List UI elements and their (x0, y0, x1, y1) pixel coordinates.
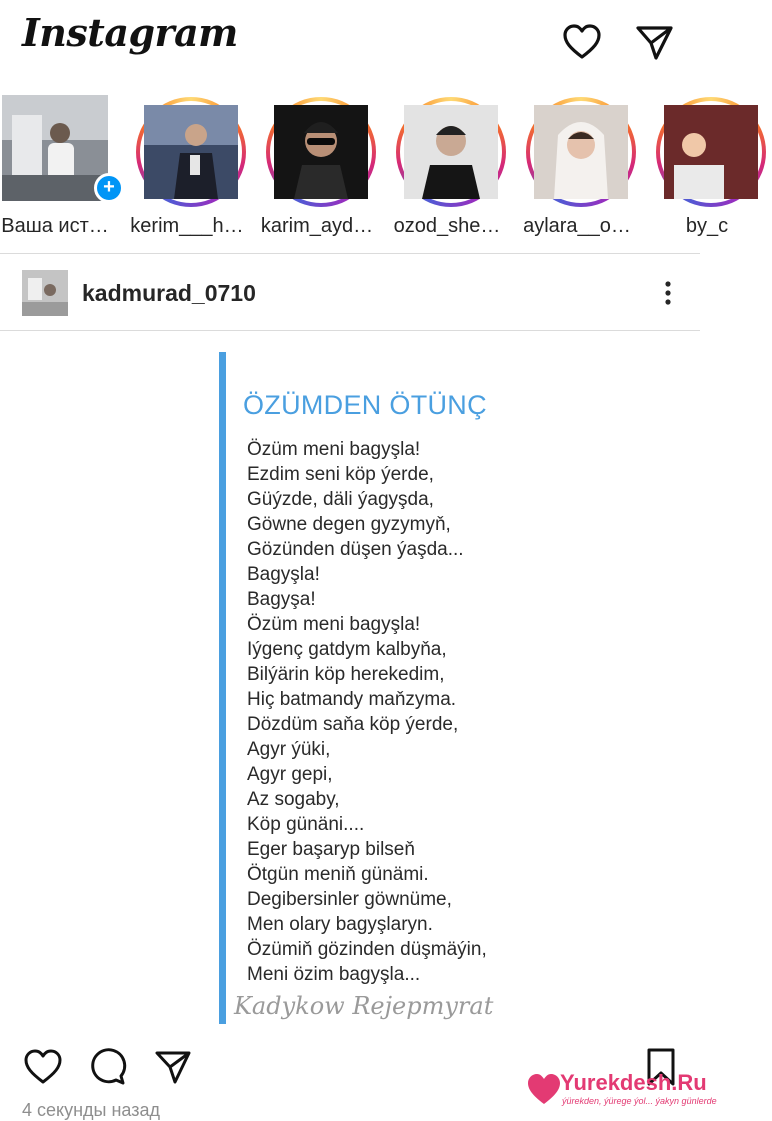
story-ring (526, 97, 636, 207)
poem-line: Ötgün meniň günämi. (247, 864, 429, 885)
poem-line: Meni özim bagyşla... (247, 964, 421, 985)
like-heart-icon[interactable] (22, 1046, 64, 1088)
poem-line: Özümiň gözinden düşmäýin, (247, 939, 487, 960)
story-label: Ваша ист… (1, 215, 109, 237)
story-own[interactable] (0, 95, 120, 245)
poem-title: ÖZÜMDEN ÖTÜNÇ (243, 390, 487, 420)
story-ring (396, 97, 506, 207)
poem-line: Az sogaby, (247, 789, 340, 810)
accent-bar (219, 352, 226, 1024)
poem-line: Dözdüm saňa köp ýerde, (247, 714, 459, 735)
story-label: kerim___h… (130, 215, 244, 237)
post-author-avatar[interactable] (22, 270, 68, 316)
story-ring (656, 97, 766, 207)
avatar (144, 105, 238, 199)
poem-line: Agyr ýüki, (247, 739, 331, 760)
story-label: aylara__o… (523, 215, 631, 237)
poem-line: Men olary bagyşlaryn. (247, 914, 433, 935)
story-label: karim_ayd… (260, 215, 374, 237)
more-options-icon[interactable] (656, 276, 680, 310)
poem-line: Özüm meni bagyşla! (247, 614, 421, 635)
post-image[interactable] (0, 332, 700, 1040)
share-paper-plane-icon[interactable] (152, 1046, 194, 1088)
poem-line: Hiç batmandy maňzyma. (247, 689, 457, 710)
poem-line: Degibersinler göwnüme, (247, 889, 452, 910)
story-ring (4, 97, 114, 207)
story-label: by_c (685, 215, 729, 237)
post-username[interactable]: kadmurad_0710 (82, 280, 256, 306)
poem-line: Köp günäni.... (247, 814, 365, 835)
poem-line: Gözünden düşen ýaşda... (247, 539, 464, 560)
poem-line: Bagyşla! (247, 564, 320, 585)
watermark (522, 1068, 717, 1114)
avatar (534, 105, 628, 199)
story-label: ozod_she… (393, 215, 501, 237)
paper-plane-icon[interactable] (632, 20, 676, 64)
avatar (404, 105, 498, 199)
poem-text (247, 437, 487, 987)
poem-line: Ezdim seni köp ýerde, (247, 464, 434, 485)
add-story-icon[interactable]: + (94, 173, 124, 203)
instagram-logo[interactable]: Instagram (22, 10, 238, 55)
author-signature: Kadykow Rejepmyrat (234, 992, 494, 1020)
poem-line: Göwne degen gyzymyň, (247, 514, 451, 535)
stories-tray (0, 95, 729, 250)
story-item[interactable] (642, 95, 772, 245)
story-item[interactable] (382, 95, 512, 245)
avatar (274, 105, 368, 199)
avatar (664, 105, 758, 199)
poem-line: Iýgenç gatdym kalbyňa, (247, 639, 447, 660)
poem-line: Eger başaryp bilseň (247, 839, 415, 860)
watermark-name: Yurekdesh.Ru (560, 1070, 707, 1095)
heart-icon[interactable] (560, 20, 604, 64)
watermark-tagline: ýürekden, ýürege ýol... ýakyn günlerde (562, 1096, 717, 1106)
story-ring (266, 97, 376, 207)
poem-line: Özüm meni bagyşla! (247, 439, 421, 460)
heart-logo-icon (526, 1072, 562, 1106)
story-item[interactable] (122, 95, 252, 245)
top-bar (0, 0, 700, 90)
divider (0, 330, 700, 331)
avatar (2, 95, 108, 201)
divider (0, 253, 700, 254)
poem-line: Bagyşa! (247, 589, 316, 610)
poem-line: Güýzde, däli ýagyşda, (247, 489, 434, 510)
poem-line: Agyr gepi, (247, 764, 333, 785)
story-item[interactable] (512, 95, 642, 245)
post-timestamp: 4 секунды назад (22, 1100, 160, 1120)
story-ring (136, 97, 246, 207)
poem-line: Bilýärin köp herekedim, (247, 664, 445, 685)
comment-icon[interactable] (86, 1046, 128, 1088)
story-item[interactable] (252, 95, 382, 245)
post-header (0, 260, 700, 328)
